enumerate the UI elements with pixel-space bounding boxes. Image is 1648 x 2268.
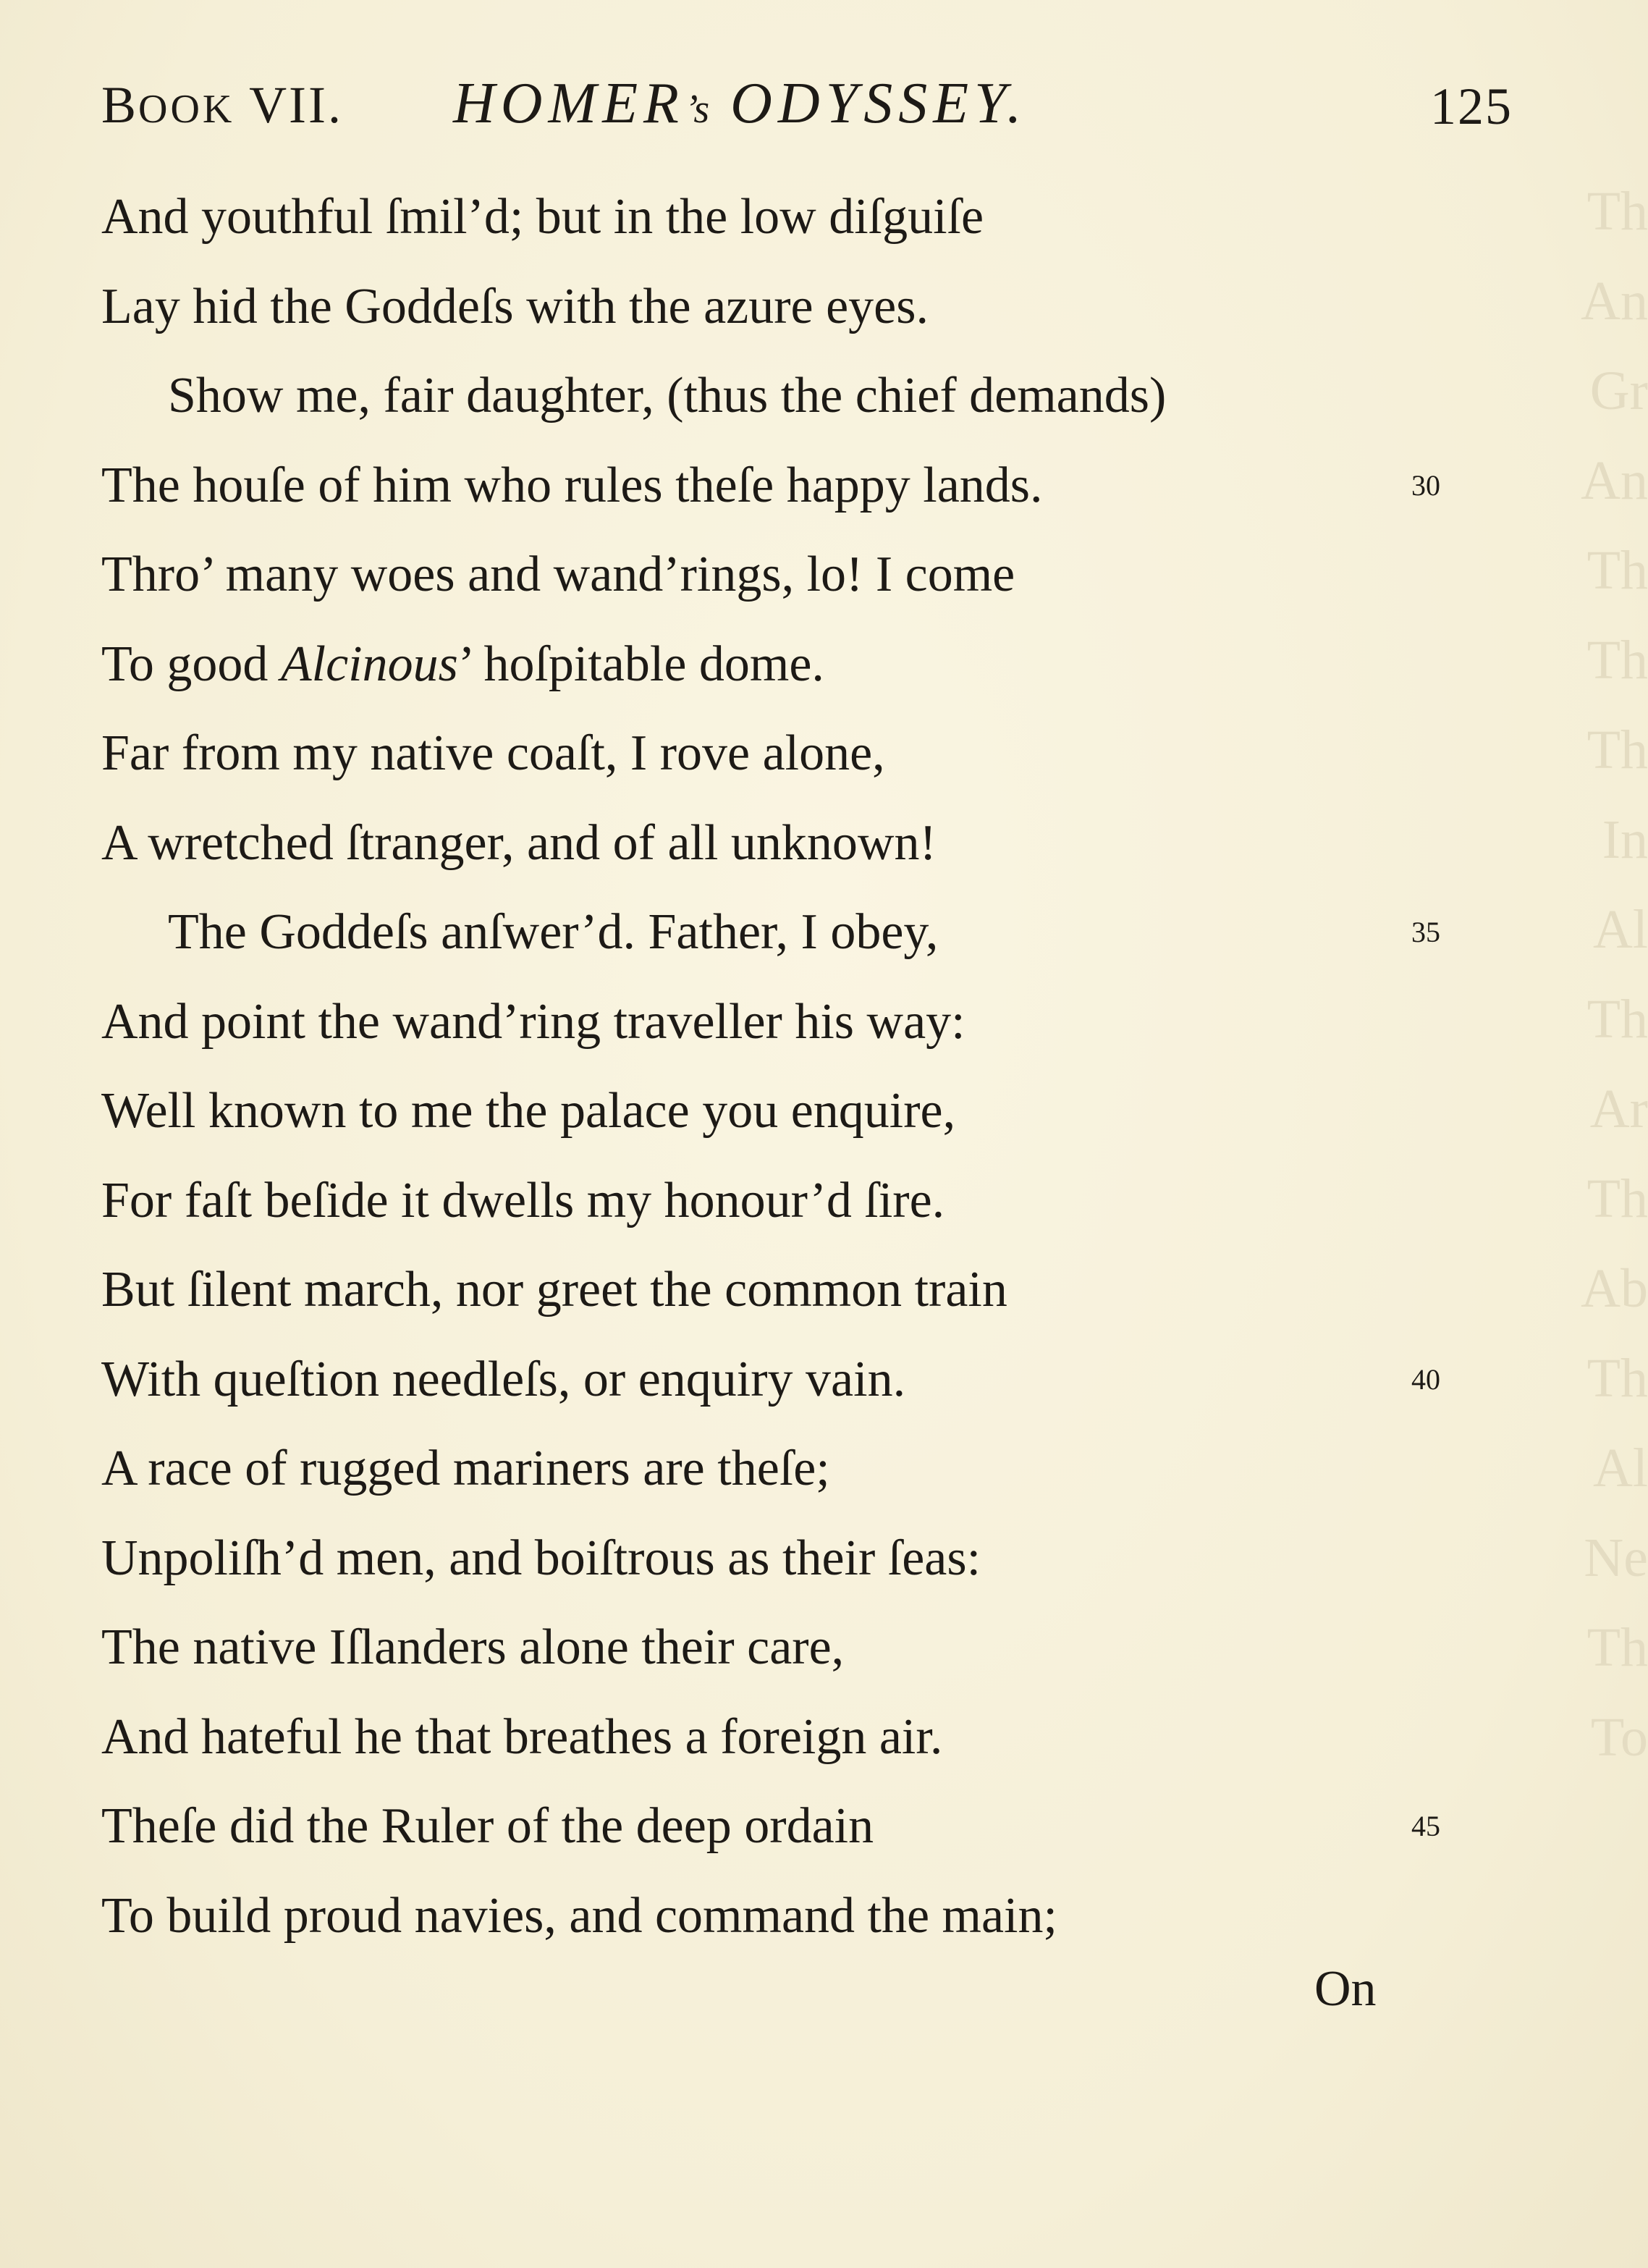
verse-line (101, 798, 1520, 888)
verse-block (101, 172, 1520, 1960)
verse-text: With queſtion needleſs, or enquiry vain. (101, 1351, 906, 1407)
verse-line (101, 1066, 1520, 1156)
verse-text: Theſe did the Ruler of the deep ordain (101, 1798, 874, 1854)
line-number: 35 (1411, 916, 1440, 948)
verse-line (101, 1514, 1520, 1603)
verse-text: The native Iſlanders alone their care, (101, 1619, 845, 1675)
line-number: 45 (1411, 1810, 1440, 1842)
verse-text (101, 620, 824, 709)
verse-line (101, 1245, 1520, 1335)
verse-line (101, 709, 1520, 798)
verse-text: And youthful ſmil’d; but in the low diſguiſe (101, 189, 984, 245)
verse-line (101, 888, 1520, 977)
verse-text: Unpoliſh’d men, and boiſtrous as their ſeas: (101, 1530, 981, 1586)
verse-text: Thro’ many woes and wand’rings, lo! I come (101, 547, 1015, 602)
title-possessive: ’s (684, 87, 711, 132)
verse-line (101, 351, 1520, 441)
verse-text: The Goddeſs anſwer’d. Father, I obey, (168, 904, 939, 960)
verse-text: For faſt beſide it dwells my honour’d ſire. (101, 1172, 945, 1228)
verse-text: But ſilent march, nor greet the common train (101, 1262, 1007, 1318)
verse-text: Lay hid the Goddeſs with the azure eyes. (101, 278, 929, 334)
line-number: 40 (1411, 1362, 1440, 1396)
verse-text: Show me, fair daughter, (thus the chief demands) (168, 368, 1167, 423)
verse-text: And hateful he that breathes a foreign air. (101, 1708, 943, 1765)
running-title (453, 71, 1027, 137)
running-header (101, 62, 1513, 142)
verse-line (101, 620, 1520, 709)
bleed-through-text: Th An Gr An Th Th Th In Al Th Ar Th Ab Th Al Ne Th To (1581, 181, 1648, 1768)
verse-text: Well known to me the palace you enquire, (101, 1083, 956, 1139)
verse-text: And point the wand’ring traveller his way: (101, 993, 965, 1050)
title-author: HOMER (453, 72, 685, 135)
verse-text-roman: To good (101, 636, 281, 692)
verse-line (101, 441, 1520, 531)
book-label-small-caps: OOK (138, 87, 235, 132)
verse-text: Far from my native coaſt, I rove alone, (101, 725, 885, 781)
verse-text-italic-name: Alcinous (280, 636, 458, 692)
verse-text-roman: ’ hoſpitable dome. (457, 636, 824, 692)
verse-line (101, 172, 1520, 262)
verse-line (101, 530, 1520, 620)
verse-line (101, 977, 1520, 1067)
verse-line (101, 262, 1520, 352)
book-number: VII. (249, 76, 344, 134)
verse-text: A race of rugged mariners are theſe; (101, 1441, 830, 1496)
book-label-initial: B (101, 76, 139, 134)
catchword: On (1314, 1961, 1377, 2017)
book-label (101, 75, 343, 135)
verse-text: The houſe of him who rules theſe happy lands. (101, 457, 1043, 513)
page-number: 125 (1430, 77, 1513, 135)
verse-line (101, 1156, 1520, 1246)
verse-text: A wretched ſtranger, and of all unknown! (101, 814, 937, 871)
verse-text: To build proud navies, and command the main; (101, 1887, 1057, 1944)
verse-line (101, 1871, 1520, 1961)
verse-line (101, 1603, 1520, 1692)
verse-line (101, 1692, 1520, 1782)
line-number: 30 (1411, 468, 1440, 502)
title-work: ODYSSEY. (730, 72, 1028, 135)
verse-line (101, 1782, 1520, 1871)
verse-line (101, 1335, 1520, 1425)
verse-line (101, 1424, 1520, 1514)
